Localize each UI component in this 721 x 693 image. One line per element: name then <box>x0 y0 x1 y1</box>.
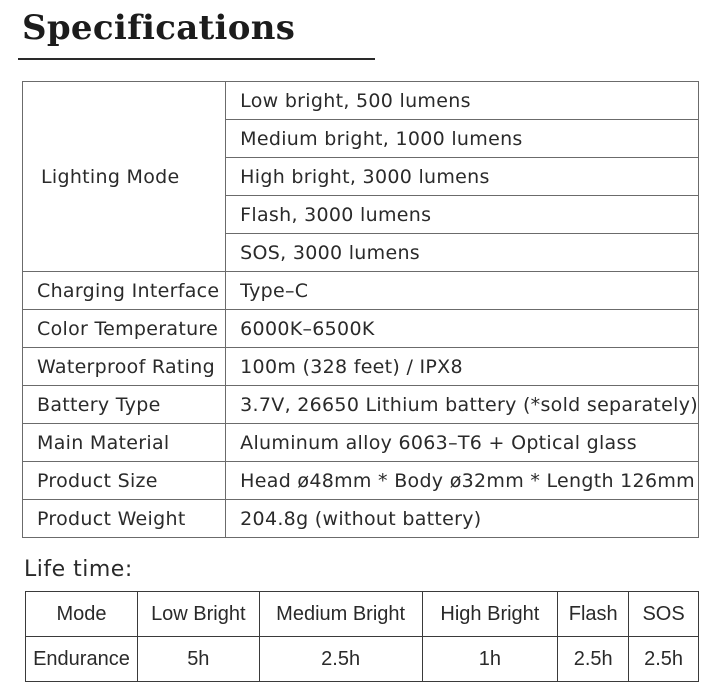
spec-row <box>23 348 699 386</box>
life-time-header-cell: Low Bright <box>137 592 259 637</box>
spec-value: Medium bright, 1000 lumens <box>226 120 699 158</box>
life-time-value-row <box>26 637 699 682</box>
spec-value: Type–C <box>226 272 699 310</box>
spec-label: Product Weight <box>23 500 226 538</box>
spec-label: Lighting Mode <box>23 82 226 272</box>
life-time-header-cell: High Bright <box>422 592 558 637</box>
life-time-value-cell: 5h <box>137 637 259 682</box>
spec-row <box>23 424 699 462</box>
spec-value: 204.8g (without battery) <box>226 500 699 538</box>
spec-row-lighting-mode <box>23 82 699 120</box>
spec-label: Waterproof Rating <box>23 348 226 386</box>
spec-row <box>23 500 699 538</box>
spec-value: Aluminum alloy 6063–T6 + Optical glass <box>226 424 699 462</box>
page-title: Specifications <box>22 8 296 48</box>
life-time-header-cell: SOS <box>629 592 699 637</box>
spec-value: Low bright, 500 lumens <box>226 82 699 120</box>
spec-label: Color Temperature <box>23 310 226 348</box>
life-time-value-cell: 1h <box>422 637 558 682</box>
spec-value: Flash, 3000 lumens <box>226 196 699 234</box>
life-time-value-cell: 2.5h <box>259 637 422 682</box>
spec-row <box>23 462 699 500</box>
life-time-table <box>25 591 699 682</box>
title-underline <box>18 58 375 60</box>
spec-value: Head ø48mm * Body ø32mm * Length 126mm <box>226 462 699 500</box>
spec-value: 3.7V, 26650 Lithium battery (*sold separately) <box>226 386 699 424</box>
spec-row <box>23 272 699 310</box>
spec-value: High bright, 3000 lumens <box>226 158 699 196</box>
life-time-value-cell: 2.5h <box>558 637 629 682</box>
spec-value: SOS, 3000 lumens <box>226 234 699 272</box>
life-time-header-cell: Flash <box>558 592 629 637</box>
spec-value: 6000K–6500K <box>226 310 699 348</box>
life-time-value-cell: 2.5h <box>629 637 699 682</box>
spec-label: Battery Type <box>23 386 226 424</box>
life-time-header-cell: Mode <box>26 592 138 637</box>
spec-label: Product Size <box>23 462 226 500</box>
life-time-value-cell: Endurance <box>26 637 138 682</box>
spec-label: Charging Interface <box>23 272 226 310</box>
spec-value: 100m (328 feet) / IPX8 <box>226 348 699 386</box>
life-time-header-cell: Medium Bright <box>259 592 422 637</box>
spec-row <box>23 310 699 348</box>
spec-row <box>23 386 699 424</box>
life-time-header-row <box>26 592 699 637</box>
life-time-title: Life time: <box>24 557 133 582</box>
spec-label: Main Material <box>23 424 226 462</box>
specifications-table <box>22 81 699 538</box>
